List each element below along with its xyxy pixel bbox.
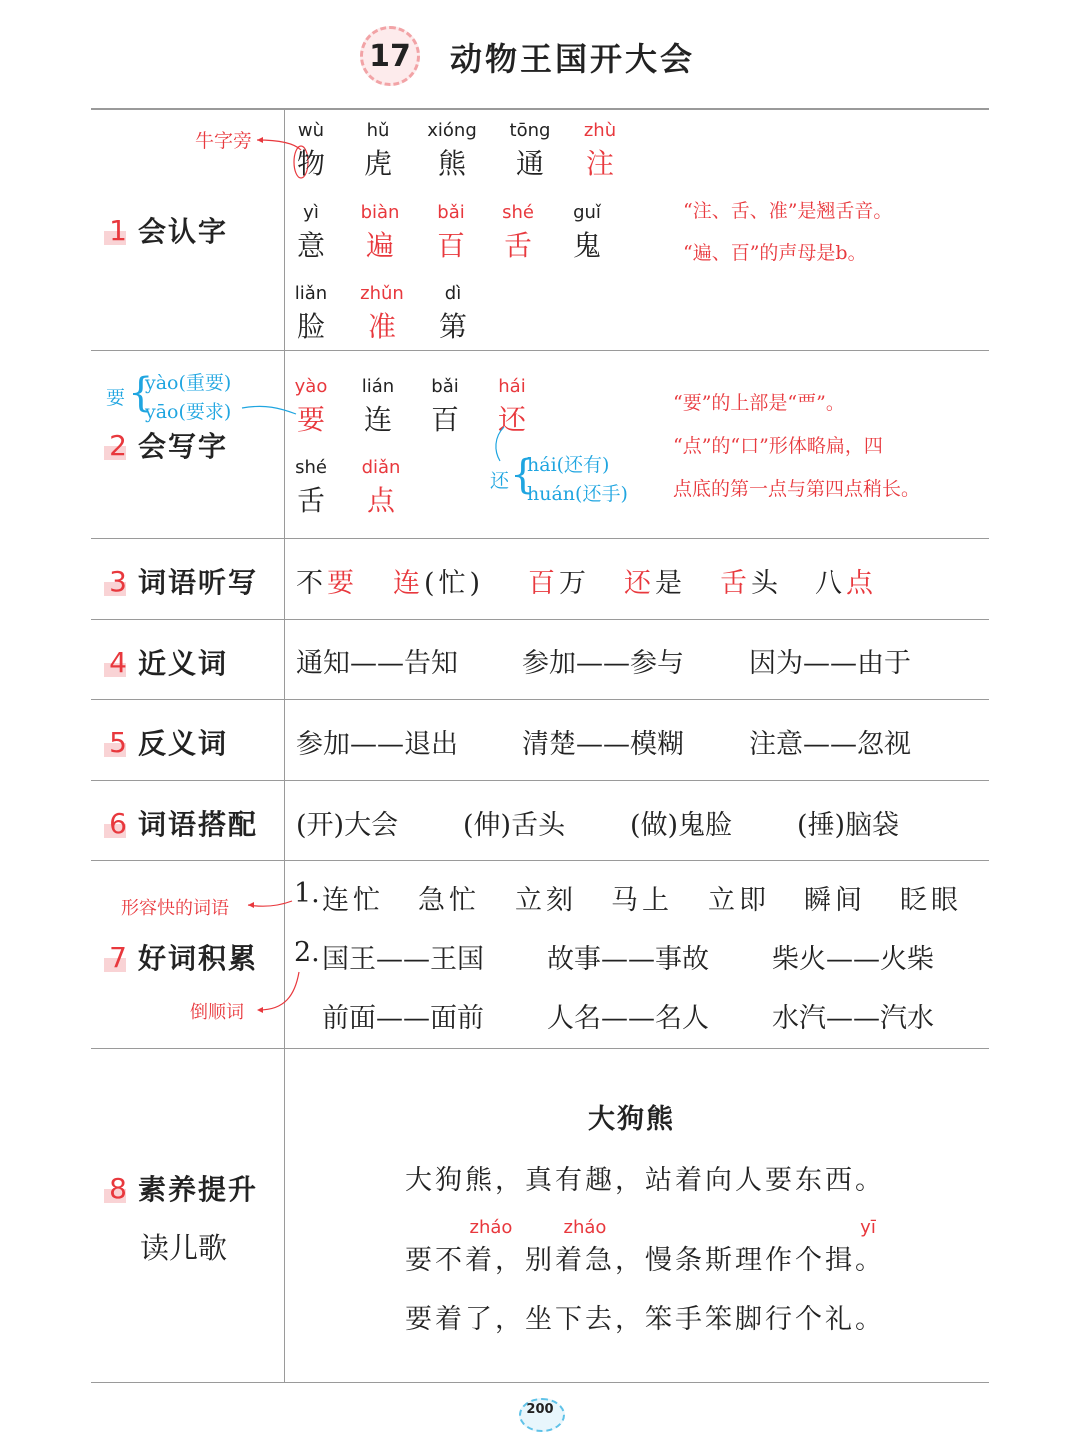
char-pinyin: bǎi [431, 376, 459, 397]
r1-note-1: “注、舌、准”是翘舌音。 [683, 200, 893, 222]
side-note-radical: 牛字旁 [195, 130, 253, 152]
note-fast-words: 形容快的词语 [121, 898, 229, 919]
rule-5 [91, 780, 989, 781]
char-hanzi: 百 [436, 229, 465, 262]
char-hanzi: 通 [515, 147, 544, 180]
char-hanzi: 舌 [503, 229, 532, 262]
char-hanzi: 百 [430, 403, 459, 436]
note-reverse-words: 倒顺词 [190, 1002, 244, 1023]
char-hanzi: 熊 [437, 147, 466, 180]
fast-word: 眨眼 [900, 885, 962, 916]
r2-note-3: 点底的第一点与第四点稍长。 [673, 478, 921, 500]
row-number: 6 [104, 807, 134, 840]
reverse-pair: 水汽——汽水 [772, 1003, 934, 1034]
yao-char: 要 [106, 387, 126, 409]
antonym-pair: 注意——忽视 [749, 729, 911, 760]
row-title: 近义词 [138, 647, 229, 680]
row-title: 好词积累 [138, 942, 259, 975]
hai-bracket: { [510, 452, 536, 498]
row-title: 词语听写 [138, 566, 259, 599]
hai-reading-2: huán(还手) [527, 483, 628, 505]
hai-char: 还 [490, 470, 510, 492]
poem-pinyin: yī [860, 1217, 876, 1238]
char-hanzi: 虎 [363, 147, 392, 180]
char-pinyin: shé [295, 457, 327, 478]
char-hanzi: 遍 [365, 229, 394, 262]
char-pinyin: lián [361, 376, 395, 397]
fast-word: 急忙 [418, 885, 480, 916]
char-pinyin: guǐ [573, 202, 601, 223]
char-pinyin: dì [444, 283, 462, 304]
char-hanzi: 鬼 [572, 229, 601, 262]
row-sublabel: 读儿歌 [140, 1231, 228, 1265]
row-number: 8 [104, 1172, 134, 1205]
poem-pinyin: zháo [469, 1217, 513, 1238]
fast-arrow [246, 897, 296, 913]
char-hanzi: 还 [497, 403, 526, 436]
row-title: 素养提升 [138, 1173, 259, 1206]
char-pinyin: wù [297, 120, 325, 141]
char-hanzi: 第 [438, 310, 467, 343]
fast-word: 马上 [611, 885, 673, 916]
row-number: 4 [104, 646, 134, 679]
reverse-pair: 柴火——火柴 [772, 944, 934, 975]
yao-reading-2: yāo(要求) [145, 401, 232, 423]
char-pinyin: tōng [509, 120, 551, 141]
char-hanzi: 意 [296, 229, 325, 262]
row-number: 2 [104, 429, 134, 462]
rule-4 [91, 699, 989, 700]
row-title: 词语搭配 [138, 808, 259, 841]
rule-bottom [91, 1382, 989, 1383]
char-pinyin: bǎi [437, 202, 465, 223]
char-hanzi: 脸 [296, 310, 325, 343]
row-label-7 [104, 937, 258, 977]
fast-word: 瞬间 [804, 885, 866, 916]
char-hanzi: 准 [367, 310, 396, 343]
rule-2 [91, 538, 989, 539]
row-title: 会写字 [138, 430, 229, 463]
lesson-number: 17 [369, 38, 411, 74]
dictation-word: 百万 [528, 568, 590, 599]
dictation-word: 连(忙) [393, 568, 485, 599]
row-number: 3 [104, 565, 134, 598]
dictation-word: 不要 [296, 568, 358, 599]
char-hanzi: 舌 [296, 484, 325, 517]
reverse-pair: 故事——事故 [547, 944, 709, 975]
line-prefix: 2. [294, 937, 320, 968]
rule-3 [91, 619, 989, 620]
fast-word: 连忙 [322, 885, 384, 916]
lesson-number-badge [360, 26, 420, 86]
poem-line: 要着了，坐下去，笨手笨脚行个礼。 [405, 1304, 885, 1335]
row-label-2 [104, 425, 228, 465]
row-title: 反义词 [138, 727, 229, 760]
hai-reading-1: hái(还有) [527, 454, 610, 476]
synonym-pair: 参加——参与 [522, 648, 684, 679]
dictation-word: 八点 [815, 568, 877, 599]
collocation-item: (伸)舌头 [463, 810, 566, 841]
row-label-1 [104, 210, 228, 250]
dictation-word: 舌头 [720, 568, 782, 599]
char-pinyin: zhǔn [360, 283, 404, 304]
row-label-3 [104, 561, 258, 601]
poem-line: 大狗熊，真有趣，站着向人要东西。 [405, 1165, 885, 1196]
row-number: 1 [104, 214, 134, 247]
char-pinyin: zhù [583, 120, 617, 141]
row-label-6 [104, 803, 258, 843]
reverse-pair: 人名——名人 [547, 1003, 709, 1034]
fast-word: 立即 [708, 885, 770, 916]
poem-pinyin: zháo [563, 1217, 607, 1238]
char-pinyin: xióng [427, 120, 477, 141]
char-hanzi: 物 [296, 147, 325, 180]
poem-title: 大狗熊 [588, 1104, 675, 1135]
char-hanzi: 点 [366, 484, 395, 517]
r2-note-2: “点”的“口”形体略扁，四 [673, 435, 883, 457]
yao-reading-1: yào(重要) [145, 372, 232, 394]
dictation-word: 还是 [624, 568, 686, 599]
line-prefix: 1. [294, 878, 320, 909]
char-pinyin: hǔ [366, 120, 390, 141]
reverse-arrow [255, 970, 305, 1014]
row-label-5 [104, 722, 228, 762]
row-label-4 [104, 642, 228, 682]
yao-bracket: { [128, 370, 154, 416]
row-label-8 [104, 1168, 258, 1208]
r2-note-1: “要”的上部是“覀”。 [673, 392, 845, 414]
char-pinyin: shé [502, 202, 534, 223]
reverse-pair: 前面——面前 [322, 1003, 484, 1034]
char-pinyin: hái [498, 376, 526, 397]
page-number: 200 [526, 1402, 554, 1417]
char-hanzi: 注 [585, 147, 614, 180]
char-pinyin: liǎn [294, 283, 328, 304]
char-pinyin: yì [303, 202, 319, 223]
row-number: 5 [104, 726, 134, 759]
fast-word: 立刻 [515, 885, 577, 916]
rule-6 [91, 860, 989, 861]
page-title: 动物王国开大会 [450, 40, 696, 78]
row-number: 7 [104, 941, 134, 974]
collocation-item: (做)鬼脸 [630, 810, 733, 841]
char-pinyin: biàn [360, 202, 400, 223]
char-pinyin: yào [294, 376, 328, 397]
collocation-item: (开)大会 [296, 810, 399, 841]
r1-note-2: “遍、百”的声母是b。 [683, 242, 867, 264]
synonym-pair: 因为——由于 [749, 648, 911, 679]
rule-1 [91, 350, 989, 351]
char-pinyin: diǎn [361, 457, 401, 478]
row-title: 会认字 [138, 215, 229, 248]
rule-7 [91, 1048, 989, 1049]
char-hanzi: 连 [363, 403, 392, 436]
synonym-pair: 通知——告知 [296, 648, 458, 679]
poem-line: 要不着，别着急，慢条斯理作个揖。 [405, 1245, 885, 1276]
collocation-item: (捶)脑袋 [797, 810, 900, 841]
rule-top [91, 108, 989, 110]
antonym-pair: 参加——退出 [296, 729, 458, 760]
reverse-pair: 国王——王国 [322, 944, 484, 975]
antonym-pair: 清楚——模糊 [522, 729, 684, 760]
char-hanzi: 要 [296, 403, 325, 436]
